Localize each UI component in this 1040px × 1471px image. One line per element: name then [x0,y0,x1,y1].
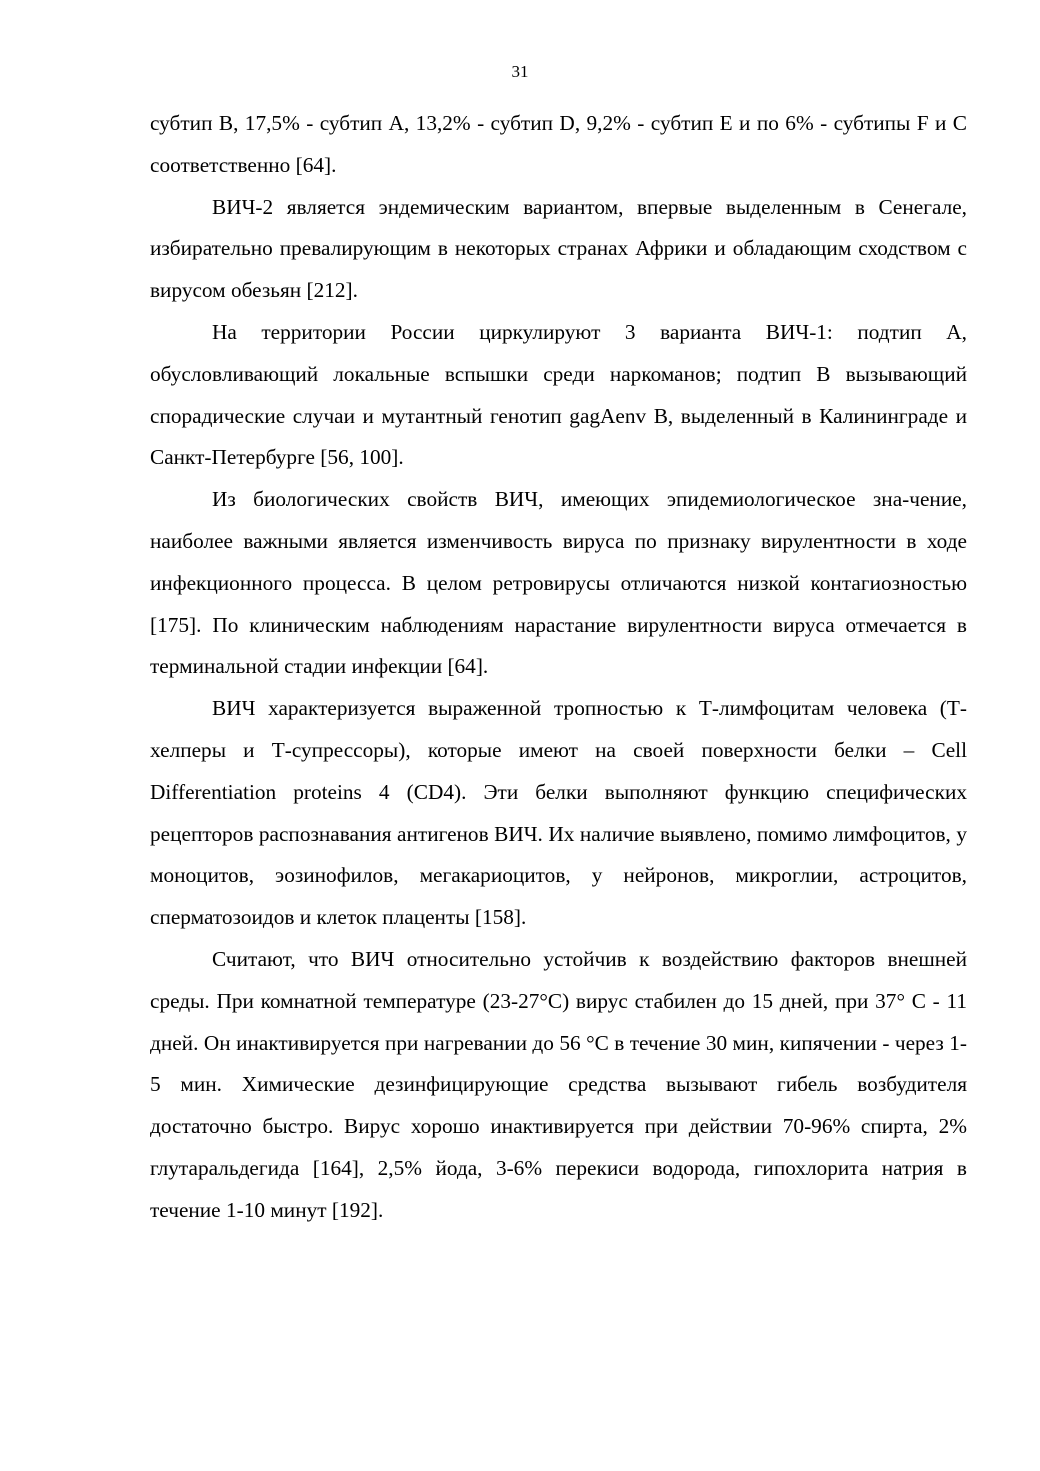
paragraph-russia-variants: На территории России циркулируют 3 варианта ВИЧ-1: подтип А, обусловливающий локальные вспышки среди наркоманов; подтип В вызывающий спорадические случаи и мутантный генотип gagAenv В, выделенный в Калининграде и Санкт-Петербурге [56, 100]. [150,319,967,470]
paragraph-resistance: Считают, что ВИЧ относительно устойчив к воздействию факторов внешней среды. При комнатной температуре (23-27°С) вирус стабилен до 15 дней, при 37° С - 11 дней. Он инактивируется при нагревании до 56 °С в течение 30 мин, кипячении - через 1-5 мин. Химические дезинфицирующие средства вызывают гибель возбудителя достаточно быстро. Вирус хорошо инактивируется при действии 70-96% спирта, 2% глутаральдегида [164], 2,5% йода, 3-6% перекиси водорода, гипохлорита натрия в течение 1-10 минут [192]. [150,946,967,1222]
paragraph-subtypes-continuation: субтип В, 17,5% - субтип А, 13,2% - субтип D, 9,2% - субтип Е и по 6% - субтипы F и С соответственно [64]. [150,111,967,177]
paragraph-tropism: ВИЧ характеризуется выраженной тропностью к Т-лимфоцитам человека (Т-хелперы и Т-супрессоры), которые имеют на своей поверхности белки – Cell Differentiation proteins 4 (CD4). Эти белки выполняют функцию специфических рецепторов распознавания антигенов ВИЧ. Их наличие выявлено, помимо лимфоцитов, у моноцитов, эозинофилов, мегакариоцитов, у нейронов, микроглии, астроцитов, сперматозоидов и клеток плаценты [158]. [150,696,967,930]
paragraph-biological-properties: Из биологических свойств ВИЧ, имеющих эпидемиологическое зна-чение, наиболее важными является изменчивость вируса по признаку вирулентности в ходе инфекционного процесса. В целом ретровирусы отличаются низкой контагиозностью [175]. По клиническим наблюдениям нарастание вирулентности вируса отмечается в терминальной стадии инфекции [64]. [150,487,967,679]
paragraph-hiv2: ВИЧ-2 является эндемическим вариантом, впервые выделенным в Сенегале, избирательно превалирующим в некоторых странах Африки и обладающим сходством с вирусом обезьян [212]. [150,194,967,303]
page-number: 31 [511,62,529,81]
document-body [150,103,967,1232]
